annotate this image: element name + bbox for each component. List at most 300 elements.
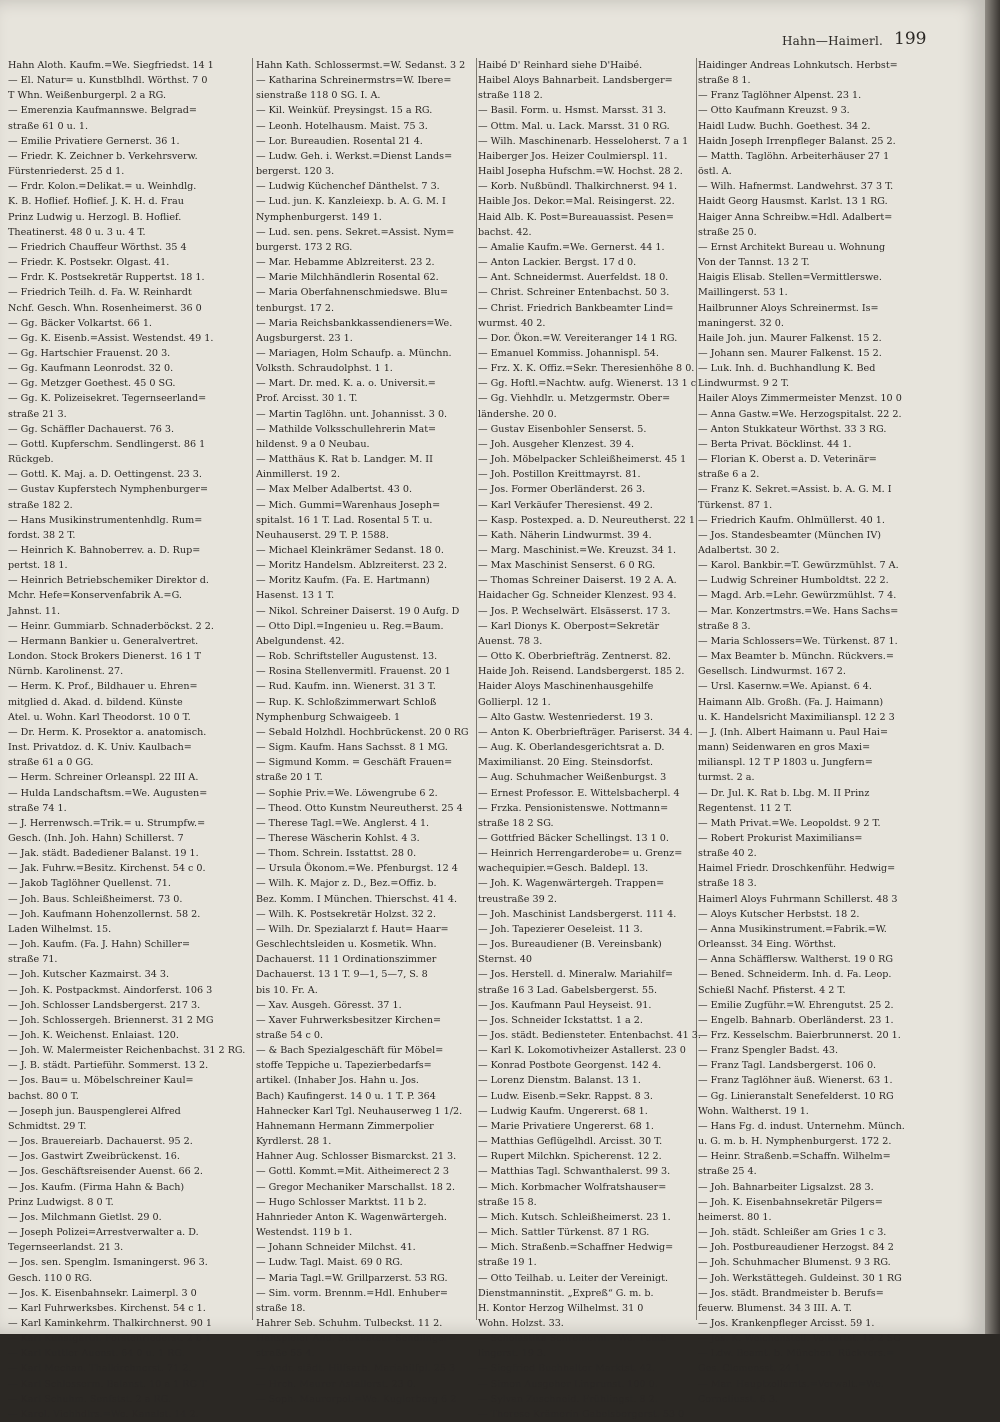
directory-entry: Wohn. Waltherst. 19 1. (698, 1105, 809, 1117)
directory-entry: Maximilianst. 20 Eing. Steinsdorfst. (478, 757, 654, 769)
directory-entry: straße 61 0 u. 1. (8, 120, 89, 132)
book-edge (985, 0, 1000, 1334)
directory-entry: Nymphenburg Schwaigeeb. 1 (256, 711, 401, 723)
directory-entry: — Otto Teilhab. u. Leiter der Vereinigt. (478, 1272, 669, 1284)
directory-entry: Haimann Alb. Großh. (Fa. J. Haimann) (698, 696, 884, 708)
directory-entry: Geschlechtsleiden u. Kosmetik. Whn. (256, 939, 437, 951)
directory-entry: — Kasp. Postexped. a. D. Neureutherst. 22 1 (478, 514, 695, 526)
directory-entry: Haid Alb. K. Post=Bureauassist. Pesen= (478, 211, 674, 223)
directory-entry: — Ludwig Schreiner Humboldtst. 22 2. (698, 575, 889, 587)
directory-entry: — Mich. Straßenb.=Schaffner Hedwig= (478, 1242, 674, 1254)
directory-entry: — Joh. städt. Schleißer am Gries 1 c 3. (698, 1227, 887, 1239)
directory-entry: — Ursula Ökonom.=We. Pfenburgst. 12 4 (256, 863, 458, 875)
directory-entry: — Sigmund Komm. = Geschäft Frauen= (256, 757, 453, 769)
directory-entry: — Otto K. Oberbriefträg. Zentnerst. 82. (478, 651, 671, 663)
directory-entry: — Wilh. K. Major z. D., Bez.=Offiz. b. (256, 878, 437, 890)
directory-column-4 (698, 58, 958, 1405)
directory-entry: — Max Beamter b. Münchn. Rückvers.= (698, 651, 894, 663)
directory-entry: milianspl. 12 T P 1803 u. Jungfern= (698, 757, 873, 769)
directory-entry: — Jos. Bau= u. Möbelschreiner Kaul= (8, 1075, 194, 1087)
directory-entry: Ainmillerst. 19 2. (256, 469, 341, 481)
directory-entry: — Mathilde Volksschullehrerin Mat= (256, 423, 437, 435)
directory-entry: — Karl Kaminkehrm. Thalkirchnerst. 90 1 (8, 1317, 212, 1329)
directory-entry: — Mar. Hauptzollamts.=Verwalt.=We. (698, 1378, 884, 1390)
directory-entry: Hailbrunner Aloys Schreinermst. Is= (698, 302, 879, 314)
directory-entry: — Jos. Krankenpfleger Arcisst. 59 1. (698, 1317, 875, 1329)
directory-entry: straße 19 1. (478, 1257, 537, 1269)
directory-entry: — Mart. Dr. med. K. a. o. Universit.= (256, 378, 436, 390)
directory-entry: — Jos. Standesbeamter (München IV) (698, 529, 882, 541)
directory-entry: — Korb. Nußbündl. Thalkirchnerst. 94 1. (478, 181, 678, 193)
directory-entry: Haiger Anna Schreibw.=Hdl. Adalbert= (698, 211, 893, 223)
directory-entry: hildenst. 9 a 0 Neubau. (256, 438, 370, 450)
directory-entry: — Jos. Schneider Ickstattst. 1 a 2. (478, 1014, 643, 1026)
directory-entry: — Gustav Kupferstech Nymphenburger= (8, 484, 209, 496)
directory-entry: — Xaver Fuhrwerksbesitzer Kirchen= (256, 1014, 442, 1026)
directory-entry: — Gg. Bäcker Volkartst. 66 1. (8, 317, 152, 329)
directory-entry: — Therese Tagl.=We. Anglerst. 4 1. (256, 817, 430, 829)
directory-entry: — Maria Reichsbankkassendieners=We. (256, 317, 453, 329)
directory-entry: — Sebald Holzhdl. Hochbrückenst. 20 0 RG (256, 726, 469, 738)
directory-entry: — Karl Fuhrwerksbes. Kirchenst. 54 c 1. (8, 1302, 206, 1314)
directory-entry: — Hugo Schlosser Marktst. 11 b 2. (256, 1196, 427, 1208)
directory-entry: turmst. 2 a. (698, 772, 755, 784)
directory-entry: — Anton Stukkateur Wörthst. 33 3 RG. (698, 423, 887, 435)
directory-entry: Haide Joh. Reisend. Landsbergerst. 185 2. (478, 666, 685, 678)
directory-entry: — Joh. Maschinist Landsbergerst. 111 4. (478, 908, 677, 920)
directory-entry: Neuhauserst. 29 T. P. 1588. (256, 529, 389, 541)
directory-entry: — Rup. K. Schloßzimmerwart Schloß (256, 696, 437, 708)
directory-entry: — Karl Schlosserm. Balanst. 10 a 1 RG T (8, 1378, 207, 1390)
directory-entry: — Friedrich Teilh. d. Fa. W. Reinhardt (8, 287, 192, 299)
directory-entry: Hasenst. 13 1 T. (256, 590, 335, 602)
directory-entry: Westendst. 119 b 1. (256, 1227, 353, 1239)
directory-entry: — Gg. Hartschier Frauenst. 20 3. (8, 347, 171, 359)
directory-entry: Adalbertst. 30 2. (698, 545, 780, 556)
directory-entry: maningerst. 32 0. (698, 317, 784, 329)
directory-column-1 (8, 58, 250, 1420)
directory-entry: — Hans Musikinstrumentenhdlg. Rum= (8, 514, 203, 526)
directory-entry: — Alto Gastw. Westenriederst. 19 3. (478, 711, 654, 723)
directory-entry: Haidn Joseph Irrenpfleger Balanst. 25 2. (698, 135, 896, 147)
directory-entry: Von der Tannst. 13 2 T. (698, 257, 810, 269)
directory-entry: — Karol. Viehhdlrs.=We. Kanalst. 14 2. (8, 1408, 199, 1420)
directory-entry: feuerw. Blumenst. 34 3 III. A. T. (698, 1302, 852, 1314)
directory-entry: pertst. 18 1. (8, 560, 68, 572)
directory-entry: straße 25 4. (698, 1166, 757, 1178)
directory-entry: — Moritz Kaufm. (Fa. E. Hartmann) (256, 575, 430, 587)
directory-entry: — Rud. Kaufm. inn. Wienerst. 31 3 T. (256, 681, 436, 693)
directory-entry: — Nikol. Schreiner Daiserst. 19 0 Aufg. D (256, 605, 460, 617)
directory-entry: — Joh. K. Postpackmst. Aindorferst. 106 3 (8, 984, 213, 996)
directory-entry: — Franz Tagl. Landsbergerst. 106 0. (698, 1060, 877, 1072)
directory-entry: — Ant. Schneidermst. Auerfeldst. 18 0. (478, 272, 669, 284)
directory-entry: — Siegfried Buchhalter Marktst. 42. (478, 1363, 656, 1375)
directory-entry: London. Stock Brokers Dienerst. 16 1 T (8, 651, 201, 663)
directory-entry: — Jos. K. Weichenstell. Volkartst. 15 2 SG (698, 1333, 901, 1345)
directory-entry: — Johann sen. Maurer Falkenst. 15 2. (698, 347, 882, 359)
directory-entry: Hahrer Seb. Schuhm. Tulbeckst. 11 2. (256, 1317, 443, 1329)
directory-entry: — Wilh. Maschinenarb. Hesseloherst. 7 a 1 (478, 135, 689, 147)
directory-entry: straße 55 4. (256, 1348, 315, 1360)
directory-entry: — Emilie Zugführ.=W. Ehrengutst. 25 2. (698, 999, 894, 1011)
directory-entry: — Jos. Geschäftsreisender Auenst. 66 2. (8, 1166, 203, 1178)
directory-entry: straße 182 2. (8, 499, 73, 511)
directory-entry: — Xav. Ausgeh. Göresst. 37 1. (256, 999, 402, 1011)
directory-entry: — Maria Schlossers=We. Türkenst. 87 1. (698, 635, 898, 647)
directory-entry: — Gg. Kaufmann Leonrodst. 32 0. (8, 363, 174, 375)
directory-entry: Haible Jos. Dekor.=Mal. Reisingerst. 22. (478, 196, 675, 208)
directory-entry: straße 54 c 0. (256, 1030, 324, 1041)
directory-entry: Haile Joh. jun. Maurer Falkenst. 15 2. (698, 332, 882, 344)
directory-entry: Prinz Ludwigst. 8 0 T. (8, 1196, 114, 1208)
directory-entry: — Rupert Milchkn. Spicherenst. 12 2. (478, 1151, 662, 1163)
directory-entry: — Matthias Tagl. Schwanthalerst. 99 3. (478, 1166, 671, 1178)
directory-entry: — Gg. Metzger Goethest. 45 0 SG. (8, 378, 176, 390)
directory-entry: Hahnecker Karl Tgl. Neuhauserweg 1 1/2. (256, 1105, 463, 1117)
directory-entry: Volksth. Schraudolphst. 1 1. (256, 363, 393, 375)
directory-entry: Augsburgerst. 23 1. (256, 332, 353, 344)
directory-entry: — Anna Gastw.=We. Herzogspitalst. 22 2. (698, 408, 902, 420)
directory-entry: Maillingerst. 53 1. (698, 287, 788, 299)
directory-entry: — Gg. Viehhdlr. u. Metzgermstr. Ober= (478, 393, 671, 405)
directory-entry: — Frzka. Pensionistenswe. Nottmann= (478, 802, 669, 814)
directory-entry: — Friedrich Kaufm. Ohlmüllerst. 40 1. (698, 514, 885, 526)
directory-entry: — Joh. Werkstättegeh. Guldeinst. 30 1 RG (698, 1272, 902, 1284)
directory-entry: — Joh. Schlossergeh. Briennerst. 31 2 MG (8, 1014, 214, 1026)
directory-entry: Atel. u. Wohn. Karl Theodorst. 10 0 T. (8, 711, 191, 723)
directory-entry: Rückgeb. (8, 454, 54, 466)
directory-entry: — Luk. Inh. d. Buchhandlung K. Bed (698, 363, 876, 375)
directory-entry: — Gg. K. Eisenb.=Assist. Westendst. 49 1. (8, 332, 214, 344)
directory-entry: — Joh. Kutscher Kazmairst. 34 3. (8, 969, 170, 981)
directory-entry: Laden Wilhelmst. 15. (8, 923, 112, 935)
directory-entry: treustraße 39 2. (478, 893, 557, 905)
directory-entry: — Rob. Schriftsteller Augustenst. 13. (256, 651, 438, 663)
directory-entry: — Joh. W. Malermeister Reichenbachst. 31 2 RG. (8, 1045, 246, 1057)
directory-entry: heimerst. 80 1. (698, 1211, 772, 1223)
directory-entry: bachst. 42. (478, 226, 532, 238)
directory-entry: Dienstmanninstit. „Expreß“ G. m. b. (478, 1287, 654, 1299)
directory-entry: — Joh. Baus. Schleißheimerst. 73 0. (8, 893, 183, 905)
directory-entry: Corneliusst. 6 3. (698, 1393, 778, 1405)
directory-entry: Ges. Clemensst. 24 1. (698, 1363, 804, 1375)
directory-entry: — Heinr. Straßenb.=Schaffn. Wilhelm= (698, 1151, 891, 1163)
directory-entry: straße 74 1. (8, 802, 67, 814)
directory-entry: — J. B. städt. Partieführ. Sommerst. 13 2. (8, 1060, 209, 1072)
directory-entry: Nchf. Gesch. Whn. Rosenheimerst. 36 0 (8, 302, 202, 314)
directory-entry: — Thomas Schreiner Daiserst. 19 2 A. A. (478, 575, 677, 587)
directory-entry: Hahn Kath. Schlossermst.=W. Sedanst. 3 2 (256, 60, 466, 71)
directory-entry: Haiberger Jos. Heizer Coulmierspl. 11. (478, 150, 668, 162)
directory-entry: — Kil. Weinküf. Preysingst. 15 a RG. (256, 105, 433, 117)
directory-entry: — Maria Tagl.=W. Grillparzerst. 53 RG. (256, 1272, 448, 1284)
directory-entry: straße 25 0. (698, 226, 757, 238)
directory-entry: — Joseph jun. Bauspenglerei Alfred (8, 1105, 181, 1117)
directory-entry: — Ernest Professor. E. Wittelsbacherpl. 4 (478, 787, 680, 799)
directory-entry: — Simon Ausgeher Linprunst. 100 0. (478, 1378, 658, 1390)
directory-entry: — Christ. Friedrich Bankbeamter Lind= (478, 302, 674, 314)
directory-entry: — Jak. Fuhrw.=Besitz. Kirchenst. 54 c 0. (8, 863, 206, 875)
directory-entry: Hahner Aug. Schlosser Bismarckst. 21 3. (256, 1151, 457, 1163)
directory-entry: — Joh. K. Weichenst. Enlaiast. 120. (8, 1030, 179, 1041)
directory-entry: — Katharina Schreinermstrs=W. Ibere= (256, 75, 452, 87)
directory-entry: u. K. Handelsricht Maximilianspl. 12 2 3 (698, 711, 895, 723)
directory-entry: — Joh. Kaufmann Hohenzollernst. 58 2. (8, 908, 201, 920)
page-range-heading: Hahn—Haimerl. (782, 34, 884, 48)
directory-entry: — Franz K. Sekret.=Assist. b. A. G. M. I (698, 484, 892, 496)
directory-entry: Gesellsch. Lindwurmst. 167 2. (698, 666, 846, 678)
directory-entry: — Lor. Bureaudien. Rosental 21 4. (256, 135, 423, 147)
directory-entry: — Jak. städt. Badediener Balanst. 19 1. (8, 848, 199, 860)
directory-entry: — Sigm. Kaufm. Hans Sachsst. 8 1 MG. (256, 742, 448, 754)
directory-entry: — Joh. Tapezierer Oeseleist. 11 3. (478, 923, 643, 935)
directory-entry: — Jos. Kaufm. (Firma Hahn & Bach) (8, 1181, 185, 1193)
directory-entry: — Aloys Kutscher Herbstst. 18 2. (698, 908, 860, 920)
directory-entry: — Gg. Hoftl.=Nachtw. aufg. Wienerst. 13 1 c (478, 378, 697, 390)
directory-entry: — Scholastika Schreinerm.=We. Tumb= (478, 1333, 675, 1345)
directory-entry: Fürstenriederst. 25 d 1. (8, 166, 125, 178)
directory-entry: — Franz Taglöhner äuß. Wienerst. 63 1. (698, 1075, 893, 1087)
directory-entry: lingerst. 19 3. (478, 1348, 547, 1360)
directory-entry: — Heinrich Herrengarderobe= u. Grenz= (478, 848, 683, 860)
directory-entry: u. G. m. b. H. Nymphenburgerst. 172 2. (698, 1136, 892, 1148)
directory-entry: — Ludwig Kaufm. Ungererst. 68 1. (478, 1105, 648, 1117)
directory-entry: Haibel Aloys Bahnarbeit. Landsberger= (478, 75, 673, 87)
directory-entry: — Anna Schäfflersw. Waltherst. 19 0 RG (698, 954, 894, 966)
directory-entry: — Math Privat.=We. Leopoldst. 9 2 T. (698, 817, 881, 829)
directory-entry: Mchr. Hefe=Konservenfabrik A.=G. (8, 590, 182, 602)
directory-entry: Jahnst. 11. (8, 605, 61, 617)
directory-entry: Türkenst. 87 1. (698, 499, 773, 511)
directory-entry: — Thom. Schrein. Isstattst. 28 0. (256, 848, 417, 860)
directory-entry: — Soph. Maurerpol.=We. Kuglerberg 6 2 (256, 1393, 457, 1405)
directory-entry: — Heinrich K. Bahnoberrev. a. D. Rup= (8, 545, 201, 556)
directory-entry: fordst. 38 2 T. (8, 529, 76, 541)
directory-entry: — Christ. Schreiner Entenbachst. 50 3. (478, 287, 670, 299)
directory-entry: Haider Aloys Maschinenhausgehilfe (478, 681, 654, 693)
directory-entry: Dachauerst. 11 1 Ordinationszimmer (256, 954, 437, 966)
directory-entry: — Ldw. Beamt. b. München. Rückvers.= (698, 1348, 895, 1360)
directory-entry: sienstraße 118 0 SG. I. A. (256, 90, 381, 102)
directory-entry: straße 61 a 0 GG. (8, 757, 94, 769)
directory-entry: — Ludw. Tagl. Maist. 69 0 RG. (256, 1257, 403, 1269)
directory-entry: straße 8 3. (698, 620, 751, 632)
directory-entry: — Mar. Konzertmstrs.=We. Hans Sachs= (698, 605, 899, 617)
directory-entry: Sternst. 40 (478, 954, 532, 966)
directory-entry: H. Kontor Herzog Wilhelmst. 31 0 (478, 1302, 644, 1314)
directory-entry: mitglied d. Akad. d. bildend. Künste (8, 696, 183, 708)
directory-entry: — Herm. K. Prof., Bildhauer u. Ehren= (8, 681, 198, 693)
directory-entry: — Matthias Geflügelhdl. Arcisst. 30 T. (478, 1136, 663, 1148)
directory-entry: — Jos. Brauereiarb. Dachauerst. 95 2. (8, 1136, 193, 1148)
directory-entry: straße 40 2. (698, 848, 757, 860)
directory-entry: Schießl Nachf. Pfisterst. 4 2 T. (698, 984, 846, 996)
directory-entry: Bez. Komm. I München. Thierschst. 41 4. (256, 893, 458, 905)
directory-entry: Gesch. (Inh. Joh. Hahn) Schillerst. 7 (8, 832, 184, 844)
directory-entry: — Basil. Form. u. Hsmst. Marsst. 31 3. (478, 105, 667, 117)
directory-entry: — Therese Krämerin Gabelsbergerst. 53 0 (478, 1408, 685, 1420)
directory-entry: — Aug. K. Oberlandesgerichtsrat a. D. (478, 742, 665, 754)
directory-entry: — Gottl. Kommt.=Mit. Aitheimerect 2 3 (256, 1166, 449, 1178)
directory-entry: — Frz. Kesselschm. Baierbrunnerst. 20 1. (698, 1030, 901, 1041)
directory-entry: — Dr. Jul. K. Rat b. Lbg. M. II Prinz (698, 787, 870, 799)
directory-entry: — Mar. Hebamme Ablzreiterst. 23 2. (256, 257, 435, 269)
directory-entry: — Max Maschinist Senserst. 6 0 RG. (478, 560, 656, 572)
page-header (760, 28, 975, 52)
directory-entry: straße 18. (256, 1302, 306, 1314)
directory-entry: — Gg. K. Polizeisekret. Tegernseerland= (8, 393, 207, 405)
directory-entry: — Friedrich Chauffeur Wörthst. 35 4 (8, 241, 187, 253)
directory-entry: — Hrch. Maurer Astallerst. 23 0. (256, 1378, 416, 1390)
directory-entry: Hahn Aloth. Kaufm.=We. Siegfriedst. 14 1 (8, 60, 214, 71)
directory-entry: Theatinerst. 48 0 u. 3 u. 4 T. (8, 226, 146, 238)
directory-entry: straße 8 1. (698, 75, 751, 87)
directory-entry: bachst. 80 0 T. (8, 1090, 79, 1102)
directory-entry: bergerst. 120 3. (256, 166, 335, 178)
directory-column-2 (256, 58, 494, 1405)
directory-entry: — Mich. Kutsch. Schleißheimerst. 23 1. (478, 1211, 671, 1223)
directory-entry: Haidt Georg Hausmst. Karlst. 13 1 RG. (698, 196, 888, 208)
directory-entry: — Emilie Privatiere Gernerst. 36 1. (8, 135, 180, 147)
directory-entry: — Karl Schuhm. Senfstst. 2 a RG. (8, 1393, 172, 1405)
directory-entry: T Whn. Weißenburgerpl. 2 a RG. (8, 90, 166, 102)
column-divider (252, 58, 253, 1320)
directory-entry: — Gottl. Kupferschm. Sendlingerst. 86 1 (8, 438, 206, 450)
directory-entry: — J. Herrenwsch.=Trik.= u. Strumpfw.= (8, 817, 206, 829)
directory-entry: — Joh. Postbureaudiener Herzogst. 84 2 (698, 1242, 894, 1254)
directory-entry: — Joh. Kaufm. (Fa. J. Hahn) Schiller= (8, 939, 190, 951)
directory-entry: straße 6 a 2. (698, 469, 760, 481)
directory-entry: — Marie Privatiere Ungererst. 68 1. (478, 1120, 654, 1132)
directory-entry: — Herm. Schreiner Orleanspl. 22 III A. (8, 772, 199, 784)
directory-entry: straße 21 3. (8, 408, 67, 420)
directory-entry: Haimel Friedr. Droschkenführ. Hedwig= (698, 863, 896, 875)
directory-entry: — Hans Fg. d. indust. Unternehm. Münch. (698, 1120, 905, 1132)
directory-entry: Hahnemann Hermann Zimmerpolier (256, 1120, 434, 1132)
directory-entry: — Gottl. K. Maj. a. D. Oettingenst. 23 3. (8, 469, 202, 481)
directory-entry: Kyrdlerst. 28 1. (256, 1136, 332, 1148)
directory-entry: — Max Melber Adalbertst. 43 0. (256, 484, 413, 496)
directory-entry: Haidl Ludw. Buchh. Goethest. 34 2. (698, 120, 871, 132)
directory-entry: — Joh. Schuhmacher Blumenst. 9 3 RG. (698, 1257, 891, 1269)
directory-entry: — Ottm. Mal. u. Lack. Marsst. 31 0 RG. (478, 120, 670, 132)
directory-entry: — Joh. Schlosser Landsbergerst. 217 3. (8, 999, 201, 1011)
directory-entry: — Gg. Schäffler Dachauerst. 76 3. (8, 423, 175, 435)
directory-entry: — Dr. Herm. K. Prosektor a. anatomisch. (8, 726, 207, 738)
directory-entry: Prof. Arcisst. 30 1. T. (256, 393, 358, 405)
directory-entry: — Jos. Herstell. d. Mineralw. Mariahilf= (478, 969, 673, 981)
directory-entry: artikel. (Inhaber Jos. Hahn u. Jos. (256, 1075, 419, 1087)
directory-entry: — Ursl. Kasernw.=We. Apianst. 6 4. (698, 681, 872, 693)
directory-entry: — Otto Kaufmann Kreuzst. 9 3. (698, 105, 850, 117)
directory-entry: — Joh. K. Eisenbahnsekretär Pilgers= (698, 1196, 883, 1208)
directory-entry: — Johann Schneider Milchst. 41. (256, 1242, 416, 1254)
directory-entry: — Frdr. K. Postsekretär Ruppertst. 18 1. (8, 272, 205, 284)
directory-entry: Prinz Ludwig u. Herzogl. B. Hoflief. (8, 211, 182, 223)
directory-entry: — Jos. Kaufmann Paul Heyseist. 91. (478, 999, 652, 1011)
directory-entry: — Michael Kleinkrämer Sedanst. 18 0. (256, 545, 444, 556)
directory-entry: Haimerl Aloys Fuhrmann Schillerst. 48 3 (698, 893, 898, 905)
directory-entry: mann) Seidenwaren en gros Maxi= (698, 742, 871, 754)
directory-entry: — Sim. vorm. Brennm.=Hdl. Enhuber= (256, 1287, 448, 1299)
directory-entry: — Ludwig Küchenchef Dänthelst. 7 3. (256, 181, 440, 193)
directory-entry: — Dor. Ökon.=W. Vereiteranger 14 1 RG. (478, 332, 678, 344)
directory-entry: Inst. Privatdoz. d. K. Univ. Kaulbach= (8, 742, 192, 754)
directory-entry: — Leonh. Hotelhausm. Maist. 75 3. (256, 120, 428, 132)
directory-entry: — Otto Dipl.=Ingenieu u. Reg.=Baum. (256, 620, 444, 632)
directory-entry: — Emerenzia Kaufmannswe. Belgrad= (8, 105, 197, 117)
directory-entry: — Karl Kuttler Auenst. 64 0 u. 1 RG. (8, 1348, 185, 1360)
directory-entry: — Hermann Bankier u. Generalvertret. (8, 635, 199, 647)
directory-entry: — Rosina Stellenvermitl. Frauenst. 20 1 (256, 666, 451, 678)
directory-entry: Nürnb. Karolinenst. 27. (8, 666, 124, 678)
directory-entry: — Joh. K. Wagenwärtergeh. Trappen= (478, 878, 665, 890)
directory-entry: — Ludw. Eisenb.=Sekr. Rappst. 8 3. (478, 1090, 653, 1102)
directory-entry: — Anna Musikinstrument.=Fabrik.=W. (698, 923, 887, 935)
directory-entry: — Gg. Linieranstalt Senefelderst. 10 RG (698, 1090, 894, 1102)
directory-entry: — Karl K. Lokomotivheizer Astallerst. 23 0 (478, 1045, 686, 1057)
directory-entry: — Lud. jun. K. Kanzleiexp. b. A. G. M. I (256, 196, 446, 208)
directory-column-3 (478, 58, 701, 1420)
directory-entry: — Jos. K. Eisenbahnsekr. Laimerpl. 3 0 (8, 1287, 197, 1299)
directory-entry: — Joh. Ausgeher Klenzest. 39 4. (478, 438, 634, 450)
directory-entry: — Gregor Mechaniker Marschallst. 18 2. (256, 1181, 456, 1193)
directory-entry: — Gustav Eisenbohler Senserst. 5. (478, 423, 647, 435)
directory-entry: — Jos. sen. Spenglm. Ismaningerst. 96 3. (8, 1257, 208, 1269)
directory-entry: — Engelb. Bahnarb. Oberländerst. 23 1. (698, 1014, 894, 1026)
directory-entry: — Joh. Möbelpacker Schleißheimerst. 45 1 (478, 454, 687, 466)
directory-entry: Gollierpl. 12 1. (478, 696, 551, 708)
directory-entry: — J. (Inh. Albert Haimann u. Paul Hai= (698, 726, 889, 738)
directory-entry: — Friedr. K. Zeichner b. Verkehrsverw. (8, 150, 198, 162)
directory-entry: — Jos. Bureaudiener (B. Vereinsbank) (478, 939, 662, 951)
directory-entry: — Emanuel Kommiss. Johannispl. 54. (478, 347, 659, 359)
directory-entry: spitalst. 16 1 T. Lad. Rosental 5 T. u. (256, 514, 433, 526)
directory-entry: bis 10. Fr. A. (256, 984, 318, 996)
directory-entry: straße 118 2. (478, 90, 543, 102)
directory-entry: straße 71. (8, 954, 58, 966)
directory-entry: — Joseph Polizei=Arrestverwalter a. D. (8, 1227, 199, 1239)
directory-entry: — Andr. städt. Hilfsarb. Mariahilfpl. 25 3 (256, 1363, 456, 1375)
directory-entry: — Kath. Näherin Lindwurmst. 39 4. (478, 529, 652, 541)
directory-entry: Abelgundenst. 42. (256, 635, 345, 647)
directory-entry: — Konrad Postbote Georgenst. 142 4. (478, 1060, 662, 1072)
directory-entry: K. B. Hoflief. Hoflief. J. K. H. d. Frau (8, 196, 184, 208)
directory-entry: Haigis Elisab. Stellen=Vermittlerswe. (698, 272, 882, 284)
directory-entry: — Mariagen, Holm Schaufp. a. Münchn. (256, 347, 452, 359)
directory-entry: Regentenst. 11 2 T. (698, 802, 792, 814)
directory-entry: — Heinrich Betriebschemiker Direktor d. (8, 575, 209, 587)
directory-entry: — Robert Prokurist Maximilians= (698, 832, 863, 844)
directory-entry: Bach) Kaufingerst. 14 0 u. 1 T. P. 364 (256, 1090, 436, 1102)
directory-entry: — Heinr. Gummiarb. Schnaderböckst. 2 2. (8, 620, 214, 632)
directory-entry: Haidinger Andreas Lohnkutsch. Herbst= (698, 60, 898, 71)
directory-entry: — El. Natur= u. Kunstblhdl. Wörthst. 7 0 (8, 75, 208, 87)
directory-entry: — Anton Lackier. Bergst. 17 d 0. (478, 257, 637, 269)
directory-entry: — Jakob Taglöhner Quellenst. 71. (8, 878, 171, 890)
directory-entry: — Therese Wäscherin Kohlst. 4 3. (256, 832, 420, 844)
directory-entry: — Sophie Priv.=We. Löwengrube 6 2. (256, 787, 438, 799)
directory-entry: — Marie Milchhändlerin Rosental 62. (256, 272, 439, 284)
directory-entry: — Mich. Gummi=Warenhaus Joseph= (256, 499, 441, 511)
directory-entry: — Berta Privat. Böcklinst. 44 1. (698, 438, 852, 450)
directory-entry: — Gottfried Bäcker Schellingst. 13 1 0. (478, 832, 669, 844)
directory-entry: straße 18 2 SG. (478, 817, 554, 829)
directory-entry: Auenst. 78 3. (478, 635, 543, 647)
directory-entry: Tegernseerlandst. 21 3. (8, 1242, 124, 1254)
directory-entry: burgerst. 173 2 RG. (256, 241, 353, 253)
